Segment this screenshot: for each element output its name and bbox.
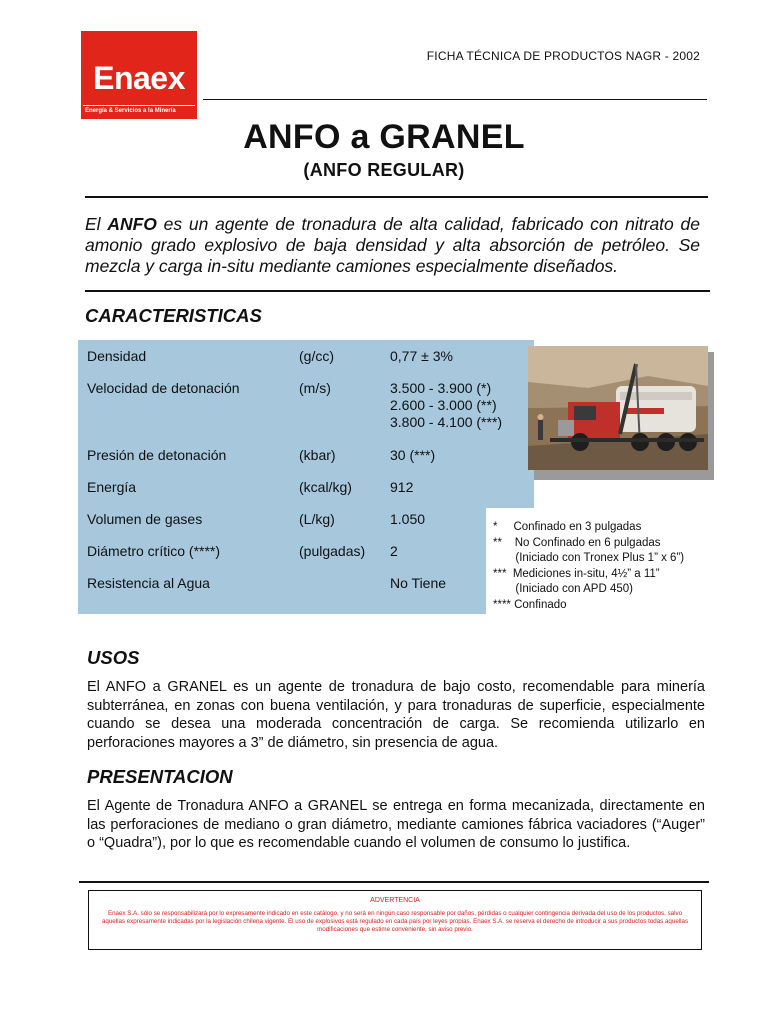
title-divider (85, 196, 708, 198)
spec-footnotes: * Confinado en 3 pulgadas ** No Confinado en 6 pulgadas (Iniciado con Tronex Plus 1” x 6”) *** Mediciones in-situ, 4½” a 11” (Iniciado con APD 450) **** Confinado (493, 521, 685, 611)
intro-bold-anfo: ANFO (107, 214, 157, 234)
usos-paragraph: El ANFO a GRANEL es un agente de tronadura de bajo costo, recomendable para minería subterránea, en zonas con buena ventilación, y para tronaduras de superficie, especialmente cuando se desea una moderada concentración de carga. Se recomienda utilizarlo en perforaciones mayores a 3” de diámetro, sin presencia de agua. (87, 679, 705, 751)
spec-value: 2 (390, 543, 398, 559)
presentacion-heading: PRESENTACION (87, 766, 233, 787)
spec-name: Resistencia al Agua (87, 575, 210, 591)
logo-tagline: Energía & Servicios a la Minería (83, 105, 195, 116)
spec-unit: (pulgadas) (299, 543, 366, 559)
footer-divider (79, 881, 709, 883)
header-divider (203, 99, 707, 100)
spec-name: Velocidad de detonación (87, 380, 240, 396)
spec-value: 3.500 - 3.900 (*) (390, 380, 492, 396)
spec-name: Densidad (87, 348, 147, 364)
spec-unit: (L/kg) (299, 511, 335, 527)
spec-name: Volumen de gases (87, 511, 203, 527)
spec-name: Diámetro crítico (****) (87, 543, 221, 559)
product-title: ANFO a GRANEL (243, 118, 525, 156)
warning-box (88, 890, 702, 950)
enaex-logo (81, 31, 197, 119)
product-subtitle: (ANFO REGULAR) (303, 160, 465, 180)
spec-name: Energía (87, 479, 137, 495)
mining-truck-photo (528, 346, 708, 470)
spec-value: 30 (***) (390, 447, 436, 463)
characteristics-heading: CARACTERISTICAS (85, 305, 262, 326)
intro-divider (85, 290, 710, 292)
spec-unit: (kbar) (299, 447, 336, 463)
presentacion-paragraph: El Agente de Tronadura ANFO a GRANEL se entrega en forma mecanizada, directamente en las perforaciones de mediano o gran diámetro, mediante camiones fábrica vaciadores (“Auger” o “Quadra”), por lo que es recomendable cuando el volumen de consumo lo justifica. (87, 798, 705, 851)
spec-unit: (m/s) (299, 380, 331, 396)
spec-value: 3.800 - 4.100 (***) (390, 414, 503, 430)
spec-name: Presión de detonación (87, 447, 227, 463)
warning-text: Enaex S.A. sólo se responsabilizará por lo expresamente indicado en este catálogo, y no será en ningún caso responsable por daños, pérdidas o cualquier contingencia derivada del uso de los productos, salvo aquellas expresamente indicadas por la legislación chilena vigente. El uso de explosivos está regulado en cada país por leyes propias. Enaex S.A. se reserva el derecho de introducir a sus productos todas aquellas modificaciones que estime conveniente, sin aviso previo. (101, 910, 689, 934)
warning-title: ADVERTENCIA (370, 897, 420, 904)
spec-unit: (kcal/kg) (299, 479, 352, 495)
spec-unit: (g/cc) (299, 348, 334, 364)
spec-value: 0,77 ± 3% (390, 348, 453, 364)
sheet-title: FICHA TÉCNICA DE PRODUCTOS NAGR - 2002 (426, 49, 700, 63)
spec-value: 912 (390, 479, 414, 495)
spec-value: 1.050 (390, 511, 426, 527)
spec-value: No Tiene (390, 575, 447, 591)
usos-heading: USOS (87, 647, 140, 668)
logo-name: Enaex (93, 60, 185, 96)
intro-paragraph: El ANFO es un agente de tronadura de alta calidad, fabricado con nitrato de amonio grado explosivo de baja densidad y alta absorción de petróleo. Se mezcla y carga in-situ mediante camiones especialmente diseñados. (85, 214, 700, 276)
spec-value: 2.600 - 3.000 (**) (390, 397, 497, 413)
